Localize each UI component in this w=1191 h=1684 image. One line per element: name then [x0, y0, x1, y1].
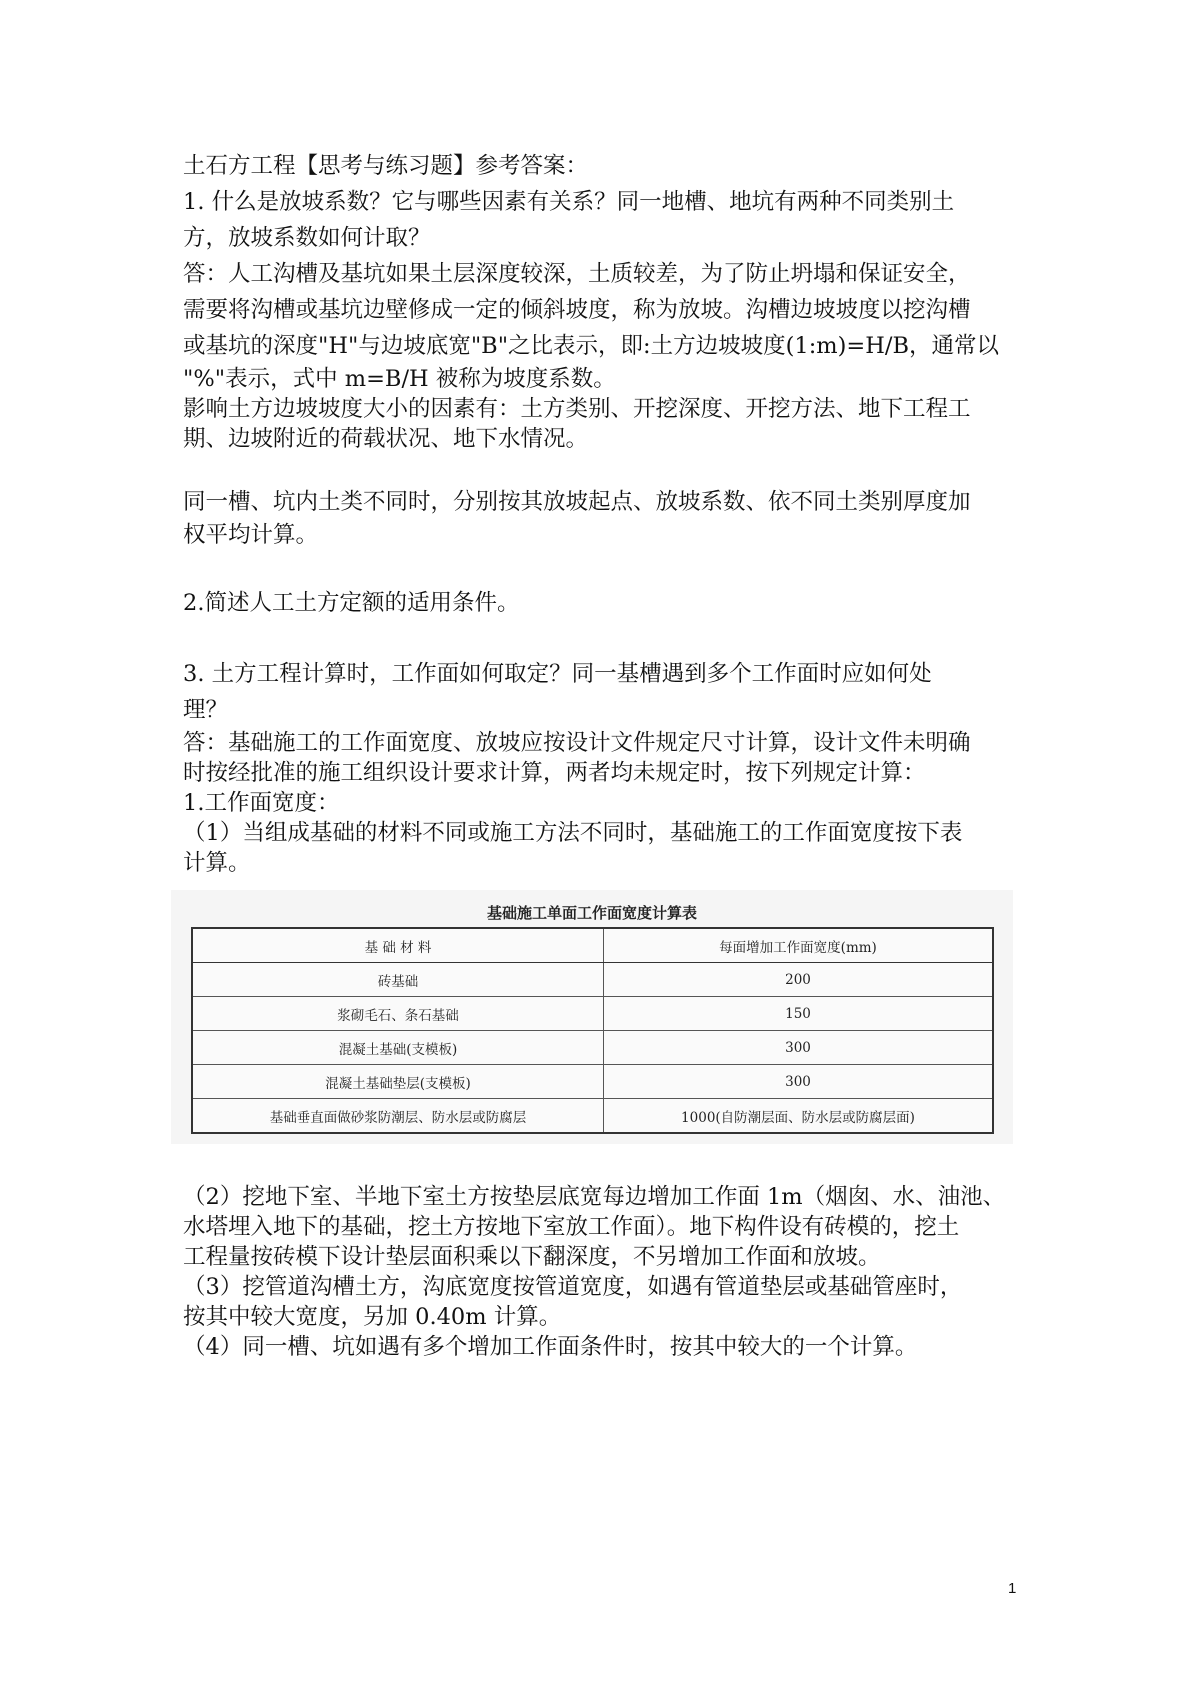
q1-answer-line: 或基坑的深度"H"与边坡底宽"B"之比表示，即:土方边坡坡度(1:m)=H/B，通常以: [183, 333, 1000, 359]
table-header-cell: 每面增加工作面宽度(mm): [604, 928, 994, 963]
q1-answer-line: 答：人工沟槽及基坑如果土层深度较深，土质较差，为了防止坍塌和保证安全，: [183, 261, 971, 287]
table-cell: 砖基础: [192, 963, 604, 997]
table-row: [192, 963, 993, 997]
q3-question-line: 理？: [183, 697, 229, 723]
table-cell: 300: [604, 1031, 994, 1065]
q1-answer-line: "%"表示，式中 m=B/H 被称为坡度系数。: [183, 366, 616, 392]
q3-after-line: 水塔埋入地下的基础，挖土方按地下室放工作面）。地下构件设有砖模的，挖土: [183, 1214, 960, 1240]
q1-question-line: 方，放坡系数如何计取？: [183, 225, 431, 251]
table-cell: 浆砌毛石、条石基础: [192, 997, 604, 1031]
q3-answer-line: 时按经批准的施工组织设计要求计算，两者均未规定时，按下列规定计算：: [183, 760, 926, 786]
q3-answer-line: 计算。: [183, 850, 251, 876]
q1-answer-line: 影响土方边坡坡度大小的因素有：土方类别、开挖深度、开挖方法、地下工程工: [183, 396, 971, 422]
work-surface-width-table-figure: [171, 890, 1013, 1144]
table-cell: 基础垂直面做砂浆防潮层、防水层或防腐层: [192, 1099, 604, 1134]
q3-answer-line: 1.工作面宽度：: [183, 790, 340, 816]
q1-answer-line: 期、边坡附近的荷载状况、地下水情况。: [183, 426, 589, 452]
table-row: [192, 1065, 993, 1099]
q3-answer-line: 答：基础施工的工作面宽度、放坡应按设计文件规定尺寸计算，设计文件未明确: [183, 730, 971, 756]
q1-note-line: 同一槽、坑内土类不同时，分别按其放坡起点、放坡系数、依不同土类别厚度加: [183, 489, 971, 515]
table-cell: 150: [604, 997, 994, 1031]
q1-question-line: 1. 什么是放坡系数？它与哪些因素有关系？同一地槽、地坑有两种不同类别土: [183, 189, 955, 215]
document-body: [183, 148, 1023, 1362]
page-number: 1: [1008, 1580, 1017, 1597]
table-row: [192, 997, 993, 1031]
table-header-cell: 基 础 材 料: [192, 928, 604, 963]
q3-question-line: 3. 土方工程计算时，工作面如何取定？同一基槽遇到多个工作面时应如何处: [183, 661, 932, 687]
work-surface-width-table: [191, 927, 994, 1134]
table-title: 基础施工单面工作面宽度计算表: [486, 904, 697, 922]
q3-after-line: 工程量按砖模下设计垫层面积乘以下翻深度，不另增加工作面和放坡。: [183, 1244, 881, 1270]
table-row: [192, 1031, 993, 1065]
table-cell: 混凝土基础(支模板): [192, 1031, 604, 1065]
q2-question: 2.简述人工土方定额的适用条件。: [183, 590, 520, 616]
document-title: 土石方工程【思考与练习题】参考答案：: [183, 153, 589, 179]
q1-answer-line: 需要将沟槽或基坑边壁修成一定的倾斜坡度，称为放坡。沟槽边坡坡度以挖沟槽: [183, 297, 971, 323]
table-cell: 200: [604, 963, 994, 997]
q3-after-line: （2）挖地下室、半地下室土方按垫层底宽每边增加工作面 1m（烟囱、水、油池、: [183, 1184, 1006, 1210]
table-row: [192, 1099, 993, 1134]
q3-after-line: （4）同一槽、坑如遇有多个增加工作面条件时，按其中较大的一个计算。: [183, 1334, 918, 1360]
q3-answer-line: （1）当组成基础的材料不同或施工方法不同时，基础施工的工作面宽度按下表: [183, 820, 963, 846]
table-cell: 混凝土基础垫层(支模板): [192, 1065, 604, 1099]
q3-after-line: 按其中较大宽度，另加 0.40m 计算。: [183, 1304, 562, 1330]
q3-after-line: （3）挖管道沟槽土方，沟底宽度按管道宽度，如遇有管道垫层或基础管座时，: [183, 1274, 963, 1300]
q1-note-line: 权平均计算。: [183, 522, 319, 548]
table-header-row: [192, 928, 993, 963]
table-cell: 1000(自防潮层面、防水层或防腐层面): [604, 1099, 994, 1134]
table-cell: 300: [604, 1065, 994, 1099]
